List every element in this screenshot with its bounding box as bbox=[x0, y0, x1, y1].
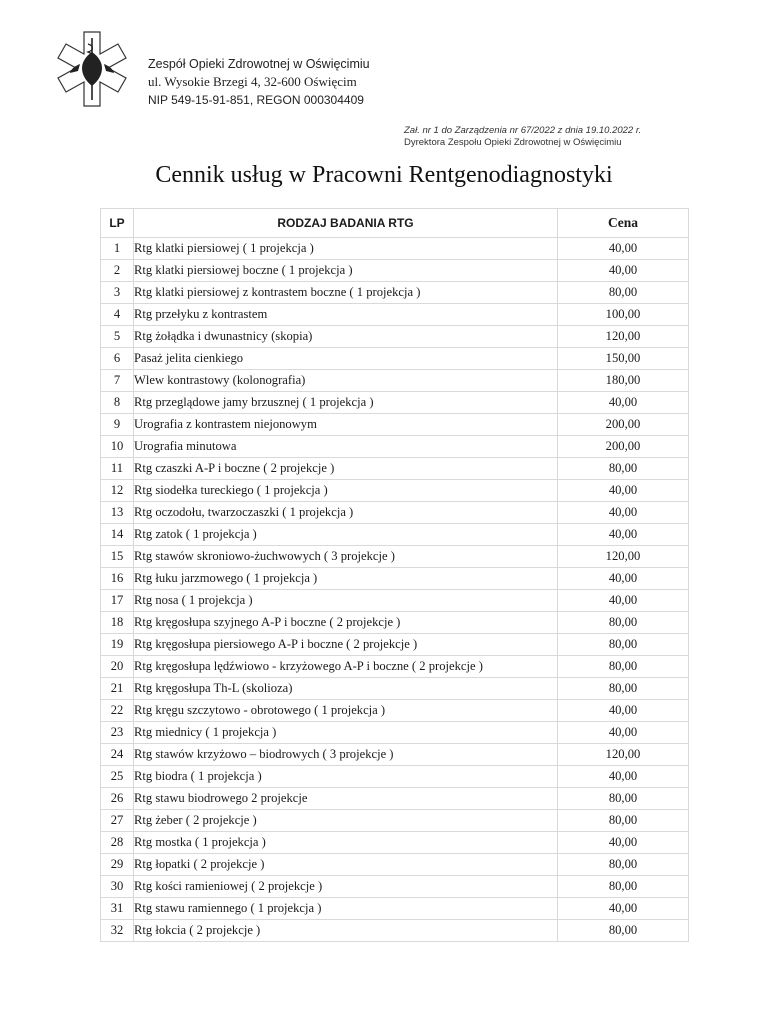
exam-name: Rtg czaszki A-P i boczne ( 2 projekcje ) bbox=[134, 458, 558, 480]
exam-price: 40,00 bbox=[558, 568, 689, 590]
exam-name: Rtg kręgosłupa szyjnego A-P i boczne ( 2 projekcje ) bbox=[134, 612, 558, 634]
exam-price: 40,00 bbox=[558, 502, 689, 524]
row-number: 1 bbox=[101, 238, 134, 260]
exam-name: Rtg stawów skroniowo-żuchwowych ( 3 projekcje ) bbox=[134, 546, 558, 568]
exam-price: 40,00 bbox=[558, 898, 689, 920]
table-row bbox=[101, 568, 689, 590]
row-number: 5 bbox=[101, 326, 134, 348]
exam-price: 120,00 bbox=[558, 744, 689, 766]
row-number: 14 bbox=[101, 524, 134, 546]
exam-name: Rtg stawów krzyżowo – biodrowych ( 3 projekcje ) bbox=[134, 744, 558, 766]
exam-price: 80,00 bbox=[558, 634, 689, 656]
exam-price: 40,00 bbox=[558, 238, 689, 260]
exam-price: 80,00 bbox=[558, 458, 689, 480]
table-row bbox=[101, 502, 689, 524]
exam-name: Rtg mostka ( 1 projekcja ) bbox=[134, 832, 558, 854]
exam-price: 80,00 bbox=[558, 612, 689, 634]
exam-price: 40,00 bbox=[558, 392, 689, 414]
exam-name: Rtg stawu ramiennego ( 1 projekcja ) bbox=[134, 898, 558, 920]
table-row bbox=[101, 392, 689, 414]
table-row bbox=[101, 656, 689, 678]
table-row bbox=[101, 546, 689, 568]
row-number: 28 bbox=[101, 832, 134, 854]
row-number: 20 bbox=[101, 656, 134, 678]
exam-name: Urografia z kontrastem niejonowym bbox=[134, 414, 558, 436]
row-number: 16 bbox=[101, 568, 134, 590]
row-number: 9 bbox=[101, 414, 134, 436]
row-number: 12 bbox=[101, 480, 134, 502]
price-table bbox=[100, 208, 689, 942]
row-number: 7 bbox=[101, 370, 134, 392]
exam-name: Rtg kręgosłupa piersiowego A-P i boczne ( 2 projekcje ) bbox=[134, 634, 558, 656]
table-row bbox=[101, 744, 689, 766]
exam-name: Rtg siodełka tureckiego ( 1 projekcja ) bbox=[134, 480, 558, 502]
exam-name: Rtg łokcia ( 2 projekcje ) bbox=[134, 920, 558, 942]
table-row bbox=[101, 524, 689, 546]
exam-name: Rtg klatki piersiowej z kontrastem boczne ( 1 projekcja ) bbox=[134, 282, 558, 304]
appendix-note-line1: Zał. nr 1 do Zarządzenia nr 67/2022 z dnia 19.10.2022 r. bbox=[404, 125, 642, 136]
exam-name: Rtg zatok ( 1 projekcja ) bbox=[134, 524, 558, 546]
row-number: 17 bbox=[101, 590, 134, 612]
exam-price: 40,00 bbox=[558, 590, 689, 612]
exam-name: Rtg nosa ( 1 projekcja ) bbox=[134, 590, 558, 612]
table-row bbox=[101, 480, 689, 502]
row-number: 15 bbox=[101, 546, 134, 568]
row-number: 24 bbox=[101, 744, 134, 766]
exam-name: Rtg żołądka i dwunastnicy (skopia) bbox=[134, 326, 558, 348]
column-header-price: Cena bbox=[558, 209, 689, 238]
exam-name: Pasaż jelita cienkiego bbox=[134, 348, 558, 370]
table-row bbox=[101, 678, 689, 700]
exam-price: 80,00 bbox=[558, 920, 689, 942]
exam-price: 80,00 bbox=[558, 810, 689, 832]
row-number: 3 bbox=[101, 282, 134, 304]
row-number: 27 bbox=[101, 810, 134, 832]
table-row bbox=[101, 854, 689, 876]
exam-name: Urografia minutowa bbox=[134, 436, 558, 458]
organization-name: Zespół Opieki Zdrowotnej w Oświęcimiu bbox=[148, 57, 370, 71]
row-number: 26 bbox=[101, 788, 134, 810]
row-number: 13 bbox=[101, 502, 134, 524]
table-row bbox=[101, 370, 689, 392]
page-title: Cennik usług w Pracowni Rentgenodiagnostyki bbox=[155, 162, 613, 188]
exam-price: 80,00 bbox=[558, 282, 689, 304]
row-number: 6 bbox=[101, 348, 134, 370]
exam-price: 40,00 bbox=[558, 260, 689, 282]
exam-price: 180,00 bbox=[558, 370, 689, 392]
table-row bbox=[101, 722, 689, 744]
exam-price: 200,00 bbox=[558, 436, 689, 458]
row-number: 32 bbox=[101, 920, 134, 942]
exam-name: Rtg kręgu szczytowo - obrotowego ( 1 projekcja ) bbox=[134, 700, 558, 722]
table-row bbox=[101, 304, 689, 326]
row-number: 4 bbox=[101, 304, 134, 326]
table-row bbox=[101, 810, 689, 832]
row-number: 25 bbox=[101, 766, 134, 788]
table-header-row bbox=[101, 209, 689, 238]
exam-price: 40,00 bbox=[558, 524, 689, 546]
table-row bbox=[101, 612, 689, 634]
row-number: 22 bbox=[101, 700, 134, 722]
row-number: 8 bbox=[101, 392, 134, 414]
row-number: 10 bbox=[101, 436, 134, 458]
exam-price: 80,00 bbox=[558, 876, 689, 898]
exam-name: Rtg biodra ( 1 projekcja ) bbox=[134, 766, 558, 788]
column-header-exam: RODZAJ BADANIA RTG bbox=[134, 209, 558, 238]
table-row bbox=[101, 634, 689, 656]
exam-name: Rtg miednicy ( 1 projekcja ) bbox=[134, 722, 558, 744]
exam-name: Rtg kręgosłupa Th-L (skolioza) bbox=[134, 678, 558, 700]
exam-name: Rtg oczodołu, twarzoczaszki ( 1 projekcja ) bbox=[134, 502, 558, 524]
exam-name: Rtg stawu biodrowego 2 projekcje bbox=[134, 788, 558, 810]
table-row bbox=[101, 766, 689, 788]
organization-ids: NIP 549-15-91-851, REGON 000304409 bbox=[148, 93, 364, 107]
exam-name: Rtg klatki piersiowej ( 1 projekcja ) bbox=[134, 238, 558, 260]
exam-price: 40,00 bbox=[558, 766, 689, 788]
row-number: 21 bbox=[101, 678, 134, 700]
row-number: 19 bbox=[101, 634, 134, 656]
row-number: 2 bbox=[101, 260, 134, 282]
table-row bbox=[101, 832, 689, 854]
table-row bbox=[101, 326, 689, 348]
table-row bbox=[101, 788, 689, 810]
exam-price: 40,00 bbox=[558, 722, 689, 744]
exam-price: 80,00 bbox=[558, 854, 689, 876]
table-row bbox=[101, 458, 689, 480]
table-row bbox=[101, 260, 689, 282]
row-number: 31 bbox=[101, 898, 134, 920]
exam-price: 120,00 bbox=[558, 546, 689, 568]
row-number: 18 bbox=[101, 612, 134, 634]
table-row bbox=[101, 920, 689, 942]
exam-price: 200,00 bbox=[558, 414, 689, 436]
exam-price: 120,00 bbox=[558, 326, 689, 348]
appendix-note bbox=[404, 125, 641, 149]
exam-price: 80,00 bbox=[558, 678, 689, 700]
exam-price: 40,00 bbox=[558, 832, 689, 854]
hospital-logo-icon bbox=[48, 30, 136, 108]
exam-name: Rtg łuku jarzmowego ( 1 projekcja ) bbox=[134, 568, 558, 590]
appendix-note-line2: Dyrektora Zespołu Opieki Zdrowotnej w Oświęcimiu bbox=[404, 137, 622, 148]
exam-price: 150,00 bbox=[558, 348, 689, 370]
exam-price: 80,00 bbox=[558, 788, 689, 810]
exam-name: Rtg przeglądowe jamy brzusznej ( 1 projekcja ) bbox=[134, 392, 558, 414]
exam-price: 100,00 bbox=[558, 304, 689, 326]
column-header-lp: LP bbox=[101, 209, 134, 238]
exam-price: 80,00 bbox=[558, 656, 689, 678]
table-row bbox=[101, 414, 689, 436]
exam-price: 40,00 bbox=[558, 480, 689, 502]
organization-header bbox=[148, 55, 370, 109]
table-row bbox=[101, 238, 689, 260]
table-row bbox=[101, 898, 689, 920]
row-number: 11 bbox=[101, 458, 134, 480]
table-row bbox=[101, 436, 689, 458]
exam-name: Rtg łopatki ( 2 projekcje ) bbox=[134, 854, 558, 876]
exam-name: Rtg żeber ( 2 projekcje ) bbox=[134, 810, 558, 832]
exam-name: Rtg kręgosłupa lędźwiowo - krzyżowego A-P i boczne ( 2 projekcje ) bbox=[134, 656, 558, 678]
exam-name: Rtg klatki piersiowej boczne ( 1 projekcja ) bbox=[134, 260, 558, 282]
exam-name: Wlew kontrastowy (kolonografia) bbox=[134, 370, 558, 392]
row-number: 23 bbox=[101, 722, 134, 744]
row-number: 29 bbox=[101, 854, 134, 876]
table-row bbox=[101, 876, 689, 898]
exam-name: Rtg kości ramieniowej ( 2 projekcje ) bbox=[134, 876, 558, 898]
table-row bbox=[101, 282, 689, 304]
table-row bbox=[101, 590, 689, 612]
table-row bbox=[101, 348, 689, 370]
table-row bbox=[101, 700, 689, 722]
exam-price: 40,00 bbox=[558, 700, 689, 722]
organization-address: ul. Wysokie Brzegi 4, 32-600 Oświęcim bbox=[148, 74, 357, 89]
row-number: 30 bbox=[101, 876, 134, 898]
exam-name: Rtg przełyku z kontrastem bbox=[134, 304, 558, 326]
